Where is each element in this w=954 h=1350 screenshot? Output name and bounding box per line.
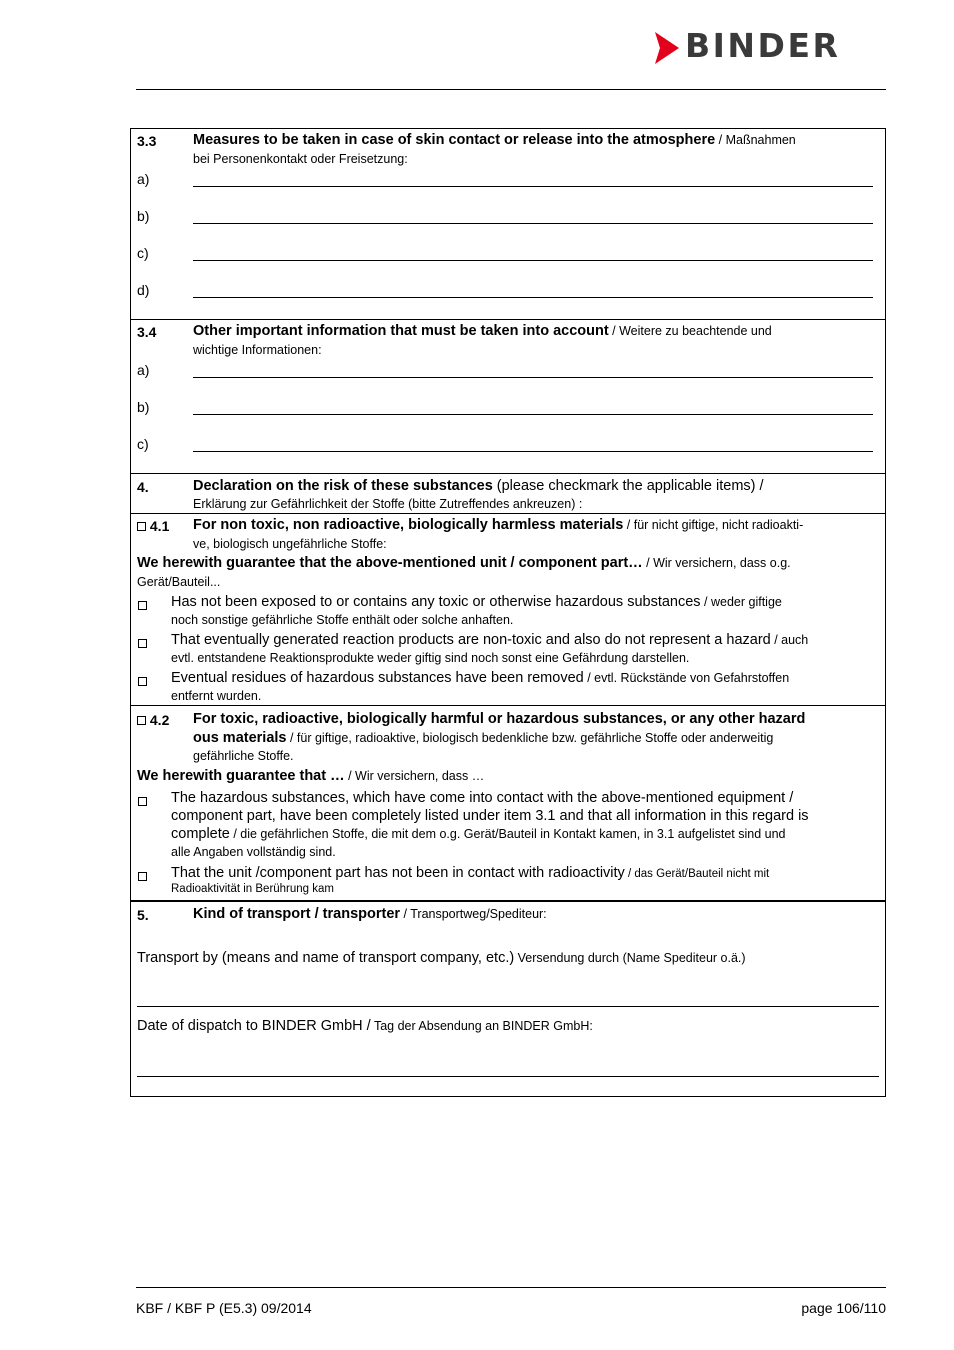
section-number: 4.1 — [149, 518, 170, 534]
section-4-1 — [131, 513, 885, 706]
title-en: Measures to be taken in case of skin contact or release into the atmosphere — [193, 132, 716, 148]
transport-en: Transport by (means and name of transport company, etc.) — [137, 950, 515, 966]
section-3-4 — [131, 319, 885, 474]
transport-label — [137, 950, 879, 967]
title-en: Kind of transport / transporter — [193, 906, 401, 922]
section-number: 4. — [137, 479, 149, 495]
section-title — [193, 132, 879, 149]
title-de: / Weitere zu beachtende und — [608, 324, 772, 338]
option-en: complete — [171, 826, 230, 842]
section-5 — [131, 900, 885, 1098]
fill-line[interactable] — [193, 260, 873, 261]
section-number: 3.3 — [137, 133, 157, 149]
option-en: Eventual residues of hazardous substances have been removed — [171, 670, 584, 686]
title-en: Other important information that must be taken into account — [193, 323, 609, 339]
title-de: / Maßnahmen — [715, 133, 796, 147]
option-de: / evtl. Rückstände von Gefahrstoffen — [583, 671, 790, 685]
option-en: That the unit /component part has not been in contact with radioactivity — [171, 865, 625, 881]
option-line1: The hazardous substances, which have come into contact with the above-mentioned equipment / — [171, 790, 794, 806]
title-de: / für giftige, radioaktive, biologisch bedenkliche bzw. gefährliche Stoffe oder anderweitig — [286, 731, 774, 745]
section-title-line1: For toxic, radioactive, biologically harmful or hazardous substances, or any other hazard — [193, 711, 806, 727]
option-de: / die gefährlichen Stoffe, die mit dem o.g. Gerät/Bauteil in Kontakt kamen, in 3.1 aufgelistet sind und — [229, 827, 786, 841]
option-de-line2: Radioaktivität in Berührung kam — [171, 883, 334, 895]
item-label: d) — [137, 282, 150, 298]
title-de-line2: ve, biologisch ungefährliche Stoffe: — [193, 537, 387, 551]
checkbox-4-2[interactable] — [137, 712, 169, 728]
option-en: Has not been exposed to or contains any toxic or otherwise hazardous substances — [171, 594, 701, 610]
option-line2: component part, have been completely listed under item 3.1 and that all information in this regard is — [171, 808, 809, 824]
guarantee-en: We herewith guarantee that … — [137, 768, 345, 784]
binder-logo — [655, 26, 887, 65]
section-title — [193, 478, 879, 495]
section-4 — [131, 473, 885, 514]
fill-line[interactable] — [193, 414, 873, 415]
fill-line[interactable] — [193, 186, 873, 187]
section-title — [193, 906, 879, 923]
section-number: 5. — [137, 907, 149, 923]
section-number: 3.4 — [137, 324, 157, 340]
binder-arrow-icon — [655, 32, 679, 64]
option-text — [171, 632, 879, 649]
fill-line[interactable] — [193, 451, 873, 452]
logo-text: BINDER — [685, 26, 841, 65]
checkbox[interactable] — [138, 673, 147, 691]
title-de-line2: wichtige Informationen: — [193, 343, 322, 357]
title-rest: (please checkmark the applicable items) / — [492, 478, 764, 494]
footer-rule — [136, 1287, 886, 1288]
option-de: / weder giftige — [700, 595, 782, 609]
checkbox[interactable] — [138, 793, 147, 811]
section-title-line2 — [193, 730, 879, 747]
option-line3 — [171, 826, 883, 843]
guarantee-en: We herewith guarantee that the above-mentioned unit / component part… — [137, 555, 643, 571]
transport-fill-line[interactable] — [137, 1006, 879, 1007]
section-title — [193, 517, 879, 534]
option-text — [171, 670, 879, 687]
option-text — [171, 865, 879, 883]
checkbox-icon — [138, 677, 147, 686]
dispatch-de: Tag der Absendung an BINDER GmbH: — [370, 1019, 593, 1033]
checkbox[interactable] — [138, 597, 147, 615]
title-de: / für nicht giftige, nicht radioakti- — [623, 518, 804, 532]
title-en: Declaration on the risk of these substances — [193, 478, 493, 494]
option-text — [171, 594, 879, 611]
item-label: c) — [137, 436, 149, 452]
option-de-line2: entfernt wurden. — [171, 689, 262, 703]
checkbox[interactable] — [138, 868, 147, 886]
guarantee-de: / Wir versichern, dass o.g. — [642, 556, 791, 570]
option-de: / das Gerät/Bauteil nicht mit — [624, 868, 770, 880]
option-de-line2: noch sonstige gefährliche Stoffe enthält oder solche anhaften. — [171, 613, 514, 627]
option-en: That eventually generated reaction products are non-toxic and also do not represent a hazard — [171, 632, 771, 648]
checkbox-icon — [137, 716, 146, 725]
option-de: / auch — [770, 633, 809, 647]
dispatch-en: Date of dispatch to BINDER GmbH / — [137, 1018, 371, 1034]
item-label: b) — [137, 399, 150, 415]
dispatch-label — [137, 1018, 879, 1035]
guarantee-text — [137, 555, 879, 572]
item-label: b) — [137, 208, 150, 224]
fill-line[interactable] — [193, 223, 873, 224]
checkbox-icon — [138, 797, 147, 806]
section-number: 4.2 — [149, 712, 170, 728]
title-de-line2: bei Personenkontakt oder Freisetzung: — [193, 152, 408, 166]
title-en: For non toxic, non radioactive, biologically harmless materials — [193, 517, 624, 533]
checkbox-icon — [138, 601, 147, 610]
item-label: a) — [137, 362, 150, 378]
checkbox[interactable] — [138, 635, 147, 653]
title-en: ous materials — [193, 730, 287, 746]
guarantee-text — [137, 768, 879, 785]
dispatch-fill-line[interactable] — [137, 1076, 879, 1077]
section-4-2 — [131, 705, 885, 900]
item-label: a) — [137, 171, 150, 187]
option-de-line2: evtl. entstandene Reaktionsprodukte weder giftig sind noch sonst eine Gefährdung darstellen. — [171, 651, 690, 665]
transport-de: Versendung durch (Name Spediteur o.ä.) — [514, 951, 746, 965]
footer-doc-id: KBF / KBF P (E5.3) 09/2014 — [136, 1300, 312, 1316]
header-rule — [136, 89, 886, 90]
guarantee-de: / Wir versichern, dass … — [344, 769, 485, 783]
title-de: Erklärung zur Gefährlichkeit der Stoffe (bitte Zutreffendes ankreuzen) : — [193, 497, 583, 511]
fill-line[interactable] — [193, 377, 873, 378]
checkbox-icon — [138, 639, 147, 648]
checkbox-icon — [138, 872, 147, 881]
section-3-3 — [131, 129, 885, 319]
declaration-form — [130, 128, 886, 1097]
footer-page-number: page 106/110 — [801, 1300, 886, 1316]
item-label: c) — [137, 245, 149, 261]
title-de-line3: gefährliche Stoffe. — [193, 749, 294, 763]
fill-line[interactable] — [193, 297, 873, 298]
option-de-line2: alle Angaben vollständig sind. — [171, 845, 336, 859]
title-de: / Transportweg/Spediteur: — [400, 907, 547, 921]
checkbox-4-1[interactable] — [137, 518, 169, 534]
checkbox-icon — [137, 522, 146, 531]
guarantee-de-line2: Gerät/Bauteil... — [137, 575, 221, 589]
section-title — [193, 323, 879, 340]
